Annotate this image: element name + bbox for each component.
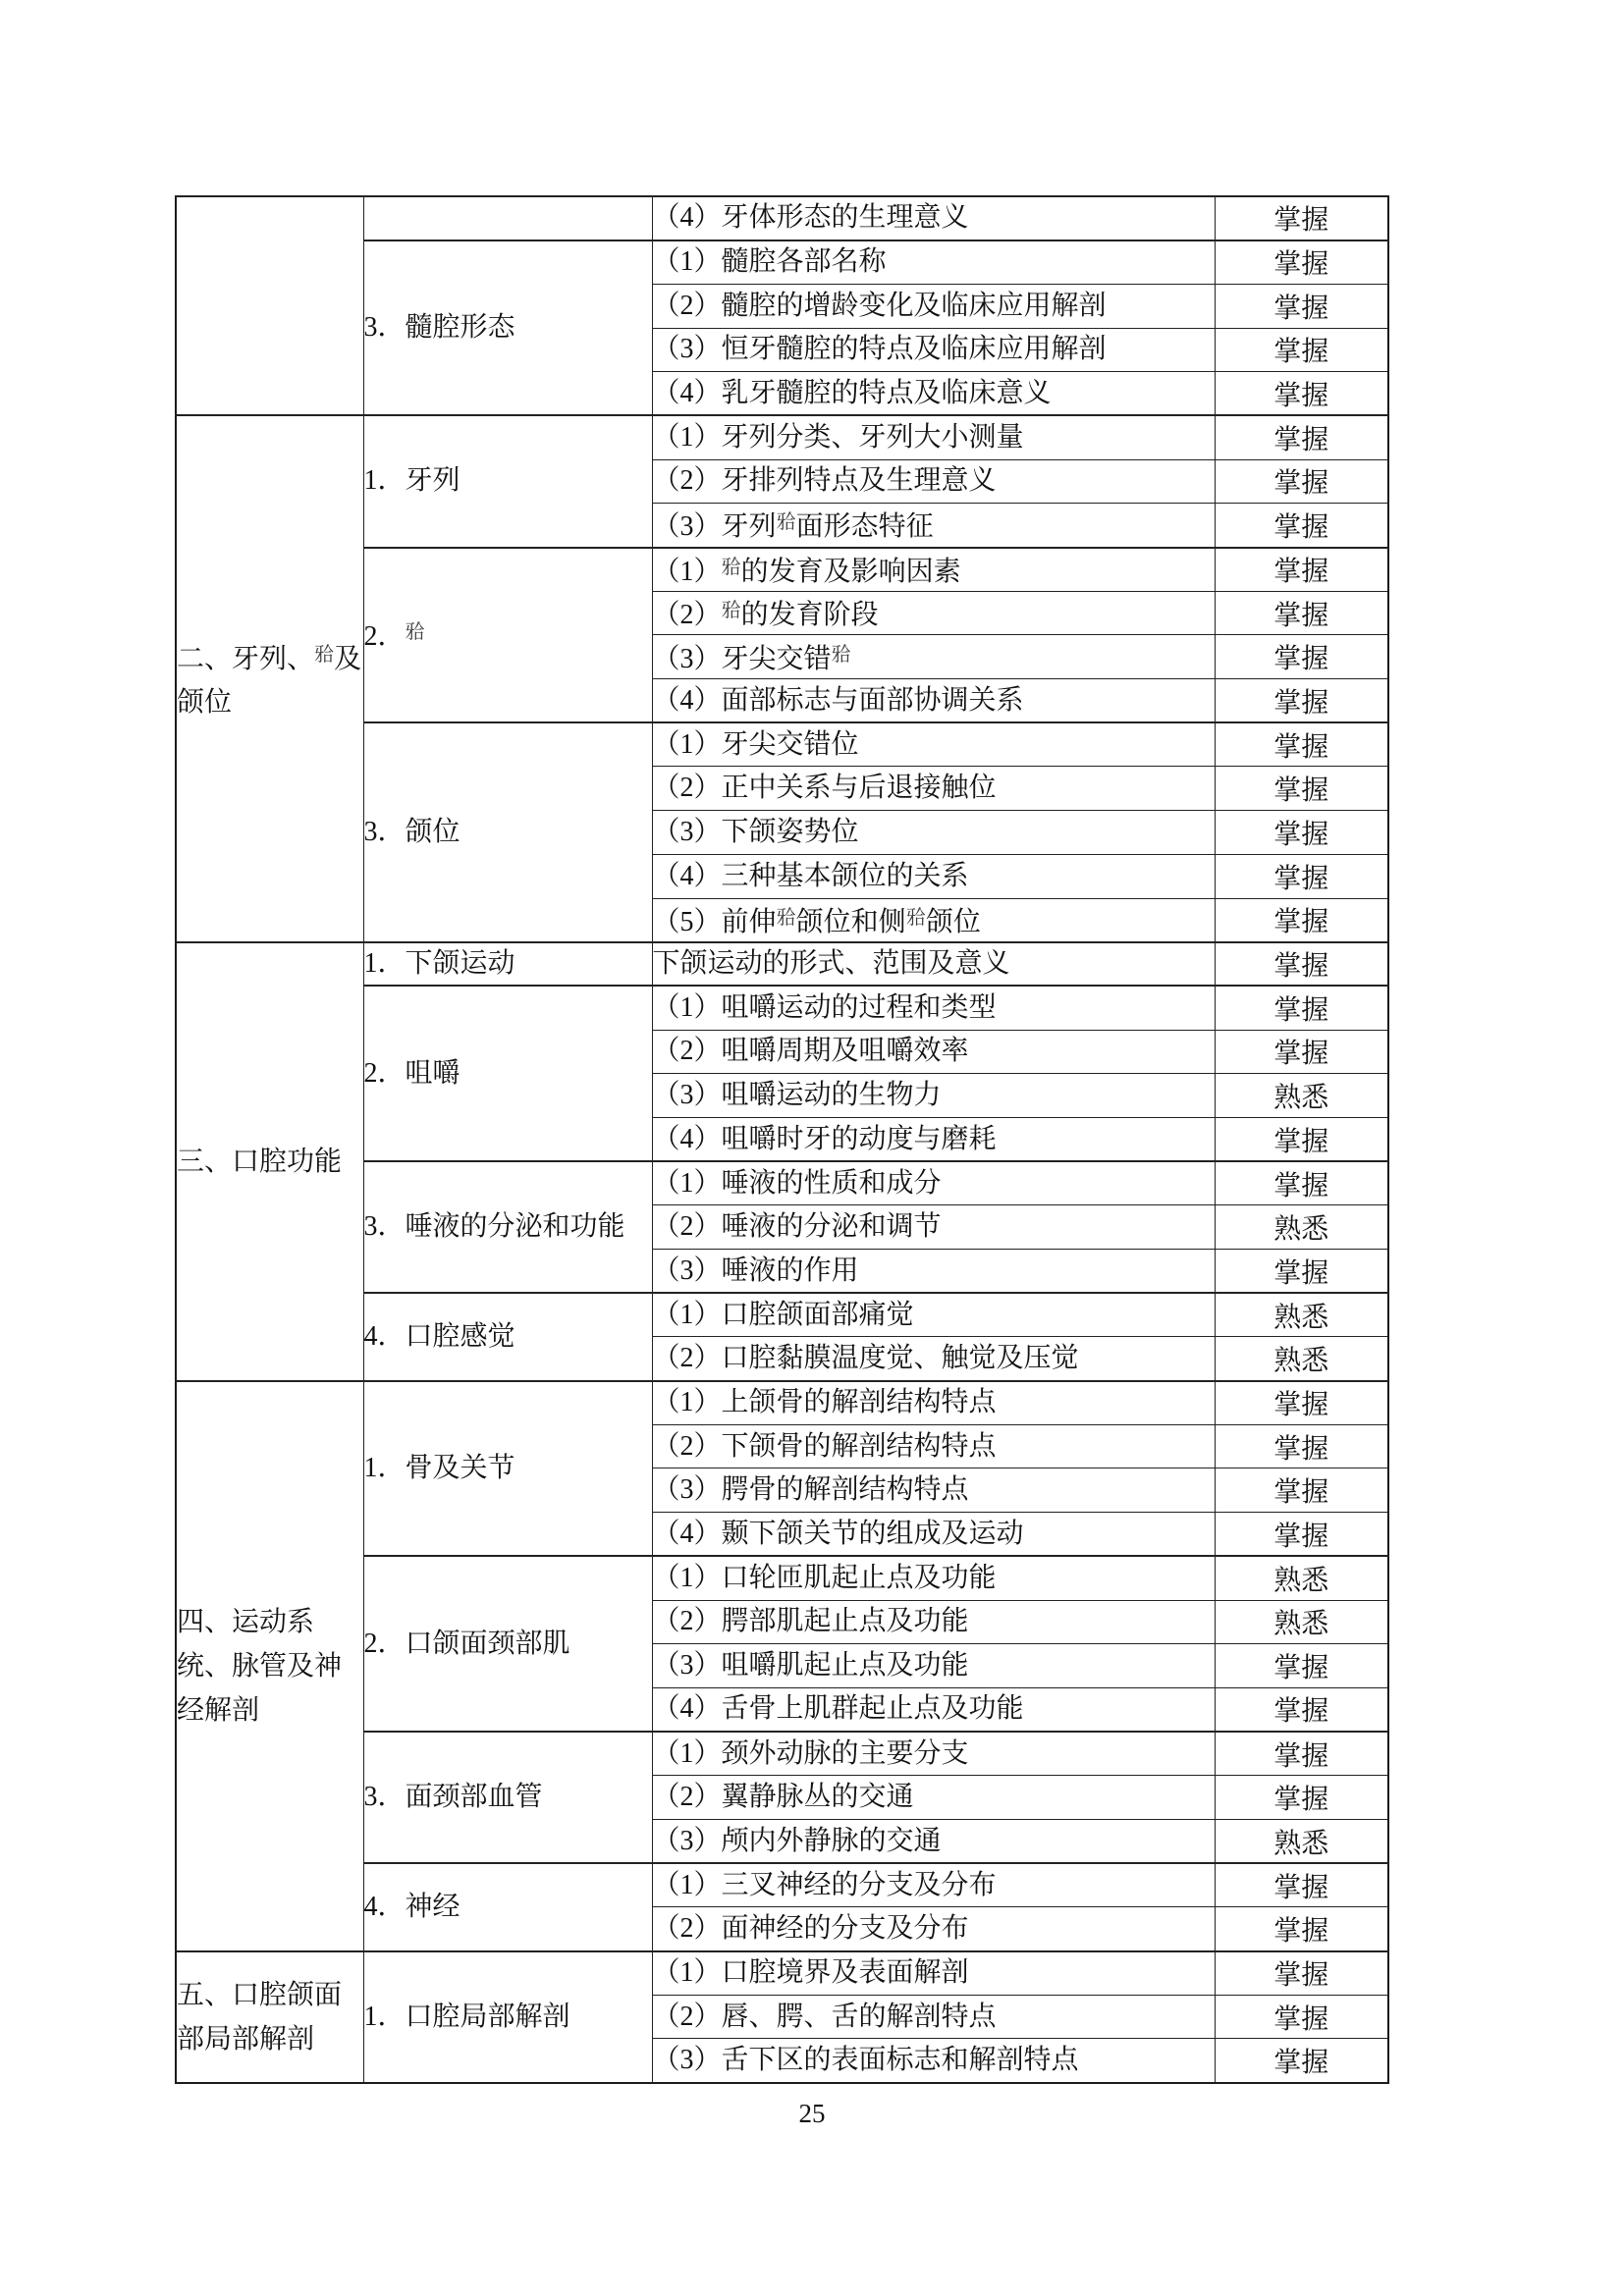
mastery-level-cell: 掌握 (1215, 1687, 1388, 1732)
subsection-cell: 1．下颌运动 (363, 942, 652, 987)
topic-cell: （4）三种基本颌位的关系 (652, 854, 1215, 898)
topic-cell: （3）下颌姿势位 (652, 811, 1215, 855)
subsection-cell: 1．口腔局部解剖 (363, 1951, 652, 2083)
topic-cell: （4）乳牙髓腔的特点及临床意义 (652, 372, 1215, 416)
table-row (176, 1381, 1388, 1425)
topic-cell: （1）咀嚼运动的过程和类型 (652, 986, 1215, 1030)
topic-cell: （4）舌骨上肌群起止点及功能 (652, 1687, 1215, 1732)
topic-cell: （1）唾液的性质和成分 (652, 1161, 1215, 1205)
subsection-cell: 1．牙列 (363, 415, 652, 547)
unit-cell: 五、口腔颌面部局部解剖 (176, 1951, 363, 2083)
topic-cell: （4）牙体形态的生理意义 (652, 196, 1215, 240)
mastery-level-cell: 掌握 (1215, 1863, 1388, 1907)
mastery-level-cell: 掌握 (1215, 196, 1388, 240)
topic-cell: （1）颈外动脉的主要分支 (652, 1732, 1215, 1776)
table-row (176, 942, 1388, 987)
he-character: 𬌗 (776, 906, 796, 929)
topic-cell: （4）面部标志与面部协调关系 (652, 679, 1215, 723)
topic-cell: （2）翼静脉丛的交通 (652, 1776, 1215, 1820)
mastery-level-cell: 掌握 (1215, 942, 1388, 987)
mastery-level-cell: 掌握 (1215, 1951, 1388, 1996)
mastery-level-cell: 掌握 (1215, 986, 1388, 1030)
mastery-level-cell: 熟悉 (1215, 1074, 1388, 1118)
topic-cell: （3）唾液的作用 (652, 1250, 1215, 1294)
mastery-level-cell: 掌握 (1215, 1381, 1388, 1425)
subsection-cell: 2．咀嚼 (363, 986, 652, 1161)
subsection-cell (363, 196, 652, 240)
topic-cell: （2）腭部肌起止点及功能 (652, 1600, 1215, 1644)
topic-cell: （1）牙尖交错位 (652, 722, 1215, 767)
mastery-level-cell: 掌握 (1215, 1995, 1388, 2039)
topic-cell: （4）颞下颌关节的组成及运动 (652, 1513, 1215, 1557)
mastery-level-cell: 掌握 (1215, 898, 1388, 942)
he-character: 𬌗 (776, 511, 796, 534)
mastery-level-cell: 掌握 (1215, 722, 1388, 767)
topic-cell: （2）口腔黏膜温度觉、触觉及压觉 (652, 1337, 1215, 1381)
topic-cell: （2）唇、腭、舌的解剖特点 (652, 1995, 1215, 2039)
mastery-level-cell: 掌握 (1215, 854, 1388, 898)
topic-cell: （3）咀嚼运动的生物力 (652, 1074, 1215, 1118)
mastery-level-cell: 掌握 (1215, 767, 1388, 811)
mastery-level-cell: 掌握 (1215, 328, 1388, 372)
topic-cell: （3）颅内外静脉的交通 (652, 1819, 1215, 1863)
topic-cell: $(2)^𬌗$的发育阶段 (652, 591, 1215, 635)
he-character: 𬌗 (721, 600, 741, 622)
mastery-level-cell: 掌握 (1215, 635, 1388, 679)
topic-cell: （3）腭骨的解剖结构特点 (652, 1468, 1215, 1513)
subsection-cell: 3．面颈部血管 (363, 1732, 652, 1863)
topic-cell: （1）口轮匝肌起止点及功能 (652, 1556, 1215, 1600)
mastery-level-cell: 掌握 (1215, 1907, 1388, 1951)
syllabus-table-body (176, 196, 1388, 2083)
mastery-level-cell: 掌握 (1215, 240, 1388, 285)
topic-cell: （3）恒牙髓腔的特点及临床应用解剖 (652, 328, 1215, 372)
mastery-level-cell: 掌握 (1215, 2039, 1388, 2083)
mastery-level-cell: 掌握 (1215, 591, 1388, 635)
mastery-level-cell: 掌握 (1215, 811, 1388, 855)
table-row (176, 1951, 1388, 1996)
mastery-level-cell: 掌握 (1215, 1424, 1388, 1468)
he-character: 𬌗 (405, 621, 425, 644)
mastery-level-cell: 掌握 (1215, 459, 1388, 504)
mastery-level-cell: 掌握 (1215, 504, 1388, 548)
mastery-level-cell: 熟悉 (1215, 1293, 1388, 1337)
subsection-cell: 2．$^𬌗$ (363, 548, 652, 723)
mastery-level-cell: 熟悉 (1215, 1205, 1388, 1250)
he-character: 𬌗 (314, 643, 335, 666)
topic-cell: （2）正中关系与后退接触位 (652, 767, 1215, 811)
mastery-level-cell: 掌握 (1215, 1776, 1388, 1820)
syllabus-table (175, 195, 1389, 2084)
mastery-level-cell: 熟悉 (1215, 1337, 1388, 1381)
mastery-level-cell: 掌握 (1215, 1644, 1388, 1688)
topic-cell: （3）舌下区的表面标志和解剖特点 (652, 2039, 1215, 2083)
topic-cell: （2）咀嚼周期及咀嚼效率 (652, 1030, 1215, 1074)
subsection-cell: 3．髓腔形态 (363, 240, 652, 416)
topic-cell: （1）上颌骨的解剖结构特点 (652, 1381, 1215, 1425)
mastery-level-cell: 掌握 (1215, 415, 1388, 459)
topic-cell: （1）口腔境界及表面解剖 (652, 1951, 1215, 1996)
mastery-level-cell: 掌握 (1215, 372, 1388, 416)
topic-cell: （2）牙排列特点及生理意义 (652, 459, 1215, 504)
topic-cell: （3）牙列$^𬌗$面形态特征 (652, 504, 1215, 548)
mastery-level-cell: 掌握 (1215, 284, 1388, 328)
topic-cell: （1）口腔颌面部痛觉 (652, 1293, 1215, 1337)
mastery-level-cell: 熟悉 (1215, 1600, 1388, 1644)
table-row (176, 415, 1388, 459)
topic-cell: （1）髓腔各部名称 (652, 240, 1215, 285)
topic-cell: （2）面神经的分支及分布 (652, 1907, 1215, 1951)
topic-cell: （2）唾液的分泌和调节 (652, 1205, 1215, 1250)
he-character: 𬌗 (721, 556, 741, 578)
subsection-cell: 1．骨及关节 (363, 1381, 652, 1557)
topic-cell: （5）前伸$^𬌗$颌位和侧$^𬌗$颌位 (652, 898, 1215, 942)
subsection-cell: 4．神经 (363, 1863, 652, 1950)
mastery-level-cell: 熟悉 (1215, 1819, 1388, 1863)
subsection-cell: 2．口颌面颈部肌 (363, 1556, 652, 1732)
topic-cell: （3）咀嚼肌起止点及功能 (652, 1644, 1215, 1688)
topic-cell: （2）下颌骨的解剖结构特点 (652, 1424, 1215, 1468)
mastery-level-cell: 掌握 (1215, 1030, 1388, 1074)
subsection-cell: 3．颌位 (363, 722, 652, 941)
unit-cell: 二、牙列、$^𬌗$及颌位 (176, 415, 363, 941)
mastery-level-cell: 熟悉 (1215, 1556, 1388, 1600)
topic-cell: （1）三叉神经的分支及分布 (652, 1863, 1215, 1907)
topic-cell: $(1)^𬌗$的发育及影响因素 (652, 548, 1215, 592)
mastery-level-cell: 掌握 (1215, 679, 1388, 723)
mastery-level-cell: 掌握 (1215, 1513, 1388, 1557)
topic-cell: （3）牙尖交错$^𬌗$ (652, 635, 1215, 679)
unit-cell: 三、口腔功能 (176, 942, 363, 1381)
page-number: 25 (798, 2099, 826, 2128)
unit-cell (176, 196, 363, 415)
topic-cell: 下颌运动的形式、范围及意义 (652, 942, 1215, 987)
mastery-level-cell: 掌握 (1215, 1250, 1388, 1294)
mastery-level-cell: 掌握 (1215, 1468, 1388, 1513)
subsection-cell: 4．口腔感觉 (363, 1293, 652, 1380)
he-character: 𬌗 (905, 906, 926, 929)
topic-cell: （1）牙列分类、牙列大小测量 (652, 415, 1215, 459)
subsection-cell: 3．唾液的分泌和功能 (363, 1161, 652, 1293)
mastery-level-cell: 掌握 (1215, 1732, 1388, 1776)
table-row (176, 196, 1388, 240)
mastery-level-cell: 掌握 (1215, 548, 1388, 592)
topic-cell: （2）髓腔的增龄变化及临床应用解剖 (652, 284, 1215, 328)
unit-cell: 四、运动系统、脉管及神经解剖 (176, 1381, 363, 1951)
he-character: 𬌗 (831, 643, 851, 666)
mastery-level-cell: 掌握 (1215, 1117, 1388, 1161)
mastery-level-cell: 掌握 (1215, 1161, 1388, 1205)
topic-cell: （4）咀嚼时牙的动度与磨耗 (652, 1117, 1215, 1161)
